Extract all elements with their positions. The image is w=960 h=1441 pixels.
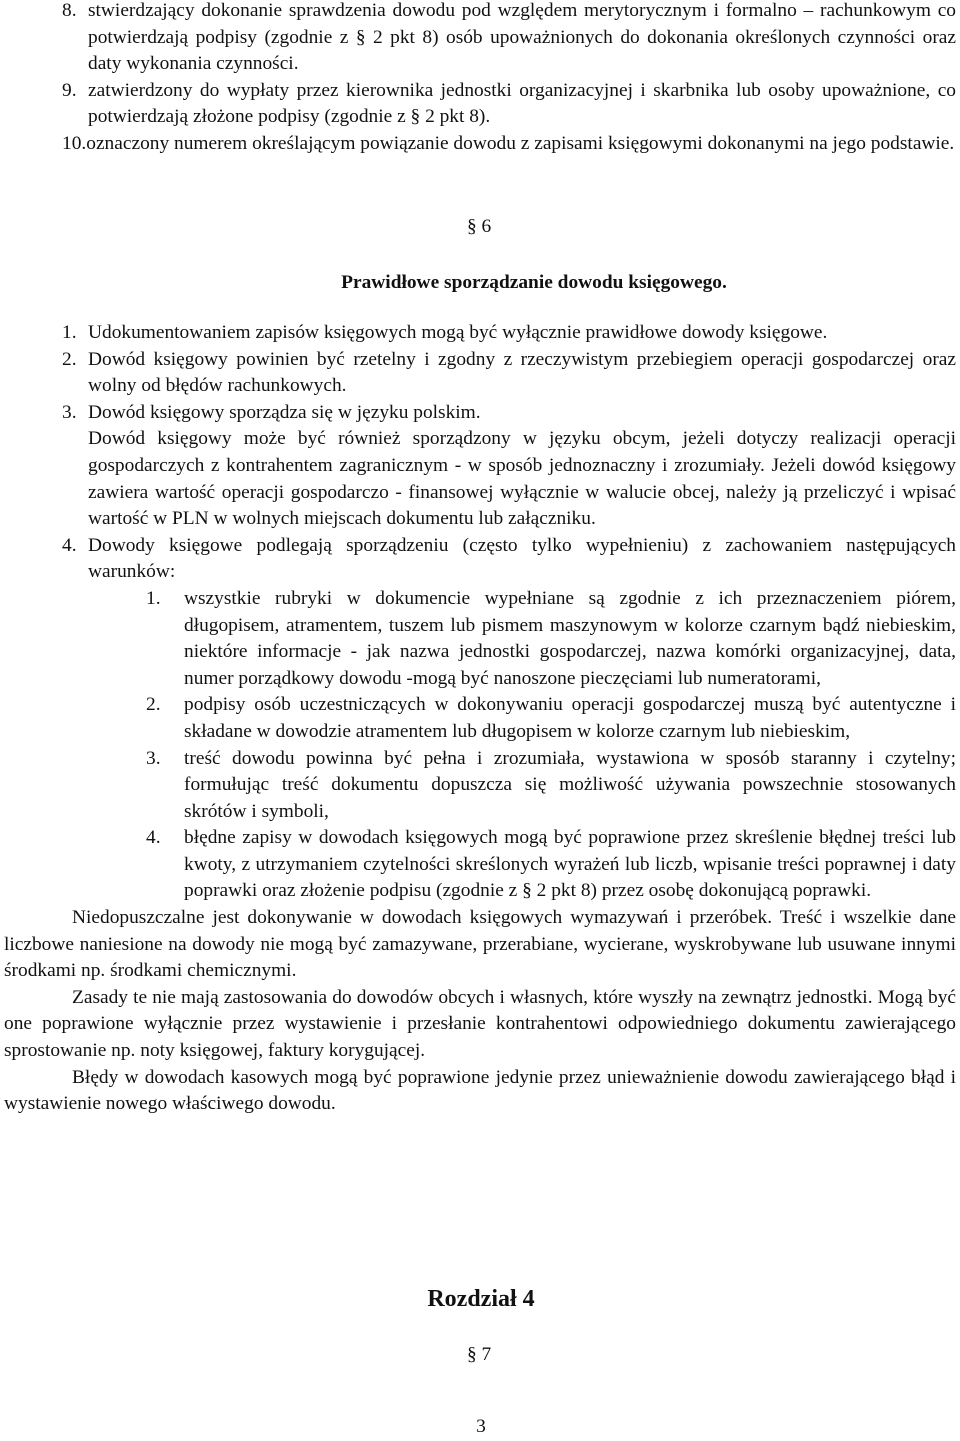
paragraph xyxy=(0,1065,960,1118)
sub-item-text: treść dowodu powinna być pełna i zrozumiała, wystawiona w sposób staranny i czytelny; formułując treść dokumentu dopuszcza się możliwość używania powszechnie stosowanych skrótów i symboli, xyxy=(184,747,956,822)
paragraph-text: Zasady te nie mają zastosowania do dowodów obcych i własnych, które wyszły na zewnątrz jednostki. Mogą być one poprawione wyłącznie przez wystawienie i przesłanie kontrahentowi odpowiedniego dokumentu zawierającego sprostowanie np. noty księgowej, faktury korygującej. xyxy=(4,986,956,1062)
sub-list-item xyxy=(0,692,960,745)
sub-item-text: błędne zapisy w dowodach księgowych mogą być poprawione przez skreślenie błędnej treści lub kwoty, z utrzymaniem czytelności skreślonych wyrażeń lub liczb, wpisanie treści poprawnej i daty poprawki oraz złożenie podpisu (zgodnie z § 2 pkt 8) przez osobę dokonującą poprawki. xyxy=(184,827,956,902)
list-item xyxy=(0,131,960,158)
item-text: Dowód księgowy powinien być rzetelny i zgodny z rzeczywistym przebiegiem operacji gospodarczej oraz wolny od błędów rachunkowych. xyxy=(88,348,956,397)
sub-list-item xyxy=(0,825,960,905)
item-number: 8. xyxy=(62,0,77,21)
list-item xyxy=(0,320,960,347)
sub-item-number: 3. xyxy=(146,747,161,769)
item-number: 4. xyxy=(62,534,77,556)
list-item xyxy=(0,78,960,131)
sub-item-number: 1. xyxy=(146,587,161,609)
main-list xyxy=(0,320,960,1118)
item-text: Udokumentowaniem zapisów księgowych mogą być wyłącznie prawidłowe dowody księgowe. xyxy=(88,322,828,343)
paragraph xyxy=(0,905,960,985)
sub-item-text: podpisy osób uczestniczących w dokonywaniu operacji gospodarczej muszą być autentyczne i składane w dowodzie atramentem lub długopisem w kolorze czarnym lub niebieskim, xyxy=(184,694,956,742)
item-text: Dowód księgowy sporządza się w języku polskim. xyxy=(88,401,481,423)
list-item xyxy=(0,347,960,400)
item-number: 10. xyxy=(62,132,87,154)
list-item xyxy=(0,0,960,78)
item-text: stwierdzający dokonanie sprawdzenia dowodu pod względem merytorycznym i formalno – rachunkowym co potwierdzają podpisy (zgodnie z § 2 pkt 8) osób upoważnionych do dokonania określonych czynności oraz daty wykonania czynności. xyxy=(88,0,956,75)
section-6-number: § 6 xyxy=(467,216,492,237)
sub-item-number: 2. xyxy=(146,694,161,716)
top-list xyxy=(0,0,960,158)
list-item xyxy=(0,533,960,586)
item-number: 3. xyxy=(62,401,77,423)
item-text: oznaczony numerem określającym powiązanie dowodu z zapisami księgowymi dokonanymi na jego podstawie. xyxy=(86,132,955,154)
chapter-heading: Rozdział 4 xyxy=(427,1286,535,1312)
list-item xyxy=(0,400,960,427)
section-6-title: Prawidłowe sporządzanie dowodu księgowego. xyxy=(341,272,727,293)
sub-item-number: 4. xyxy=(146,827,161,849)
paragraph xyxy=(0,985,960,1065)
sub-list-item xyxy=(0,746,960,826)
sub-list-item xyxy=(0,586,960,692)
section-7-number: § 7 xyxy=(467,1344,492,1365)
paragraph-text: Błędy w dowodach kasowych mogą być poprawione jedynie przez unieważnienie dowodu zawierającego błąd i wystawienie nowego właściwego dowodu. xyxy=(4,1066,956,1115)
item-number: 9. xyxy=(62,79,77,101)
sub-item-text: wszystkie rubryki w dokumencie wypełniane są zgodnie z ich przeznaczeniem piórem, długopisem, atramentem, tuszem lub pismem maszynowym w kolorze czarnym bądź niebieskim, niektóre informacje - jak nazwa jednostki gospodarczej, nazwa komórki organizacyjnej, data, numer porządkowy dowodu -mogą być nanoszone pieczęciami lub numeratorami, xyxy=(184,587,956,689)
item-number: 2. xyxy=(62,348,77,370)
item-number: 1. xyxy=(62,322,77,343)
item-text: Dowody księgowe podlegają sporządzeniu (często tylko wypełnieniu) z zachowaniem następujących warunków: xyxy=(88,534,956,583)
page-number: 3 xyxy=(476,1416,486,1437)
item-continuation: Dowód księgowy może być również sporządzony w języku obcym, jeżeli dotyczy realizacji operacji gospodarczych z kontrahentem zagranicznym - w sposób jednoznaczny i zrozumiały. Jeżeli dowód księgowy zawiera wartość operacji gospodarczo - finansowej wyłącznie w walucie obcej, należy ją przeliczyć i wpisać wartość w PLN w wolnych miejscach dokumentu lub załączniku. xyxy=(88,428,956,530)
item-text: zatwierdzony do wypłaty przez kierownika jednostki organizacyjnej i skarbnika lub osoby upoważnione, co potwierdzają złożone podpisy (zgodnie z § 2 pkt 8). xyxy=(88,79,956,128)
paragraph-text: Niedopuszczalne jest dokonywanie w dowodach księgowych wymazywań i przeróbek. Treść i wszelkie dane liczbowe naniesione na dowody nie mogą być zamazywane, przerabiane, wycierane, wyskrobywane lub usuwane innymi środkami np. środkami chemicznymi. xyxy=(4,907,956,982)
